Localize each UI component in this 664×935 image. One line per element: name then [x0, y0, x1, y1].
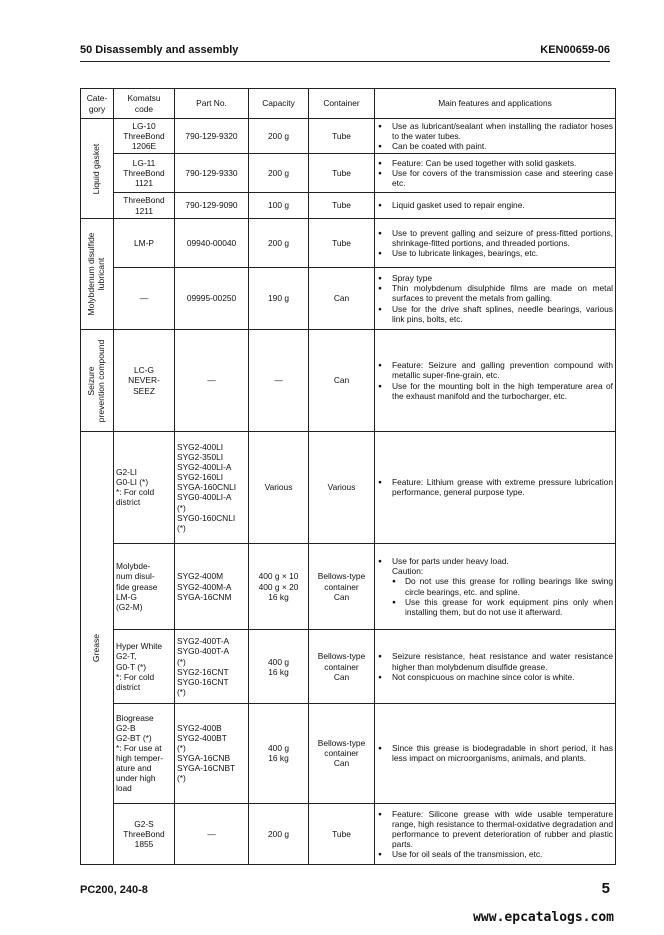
- cell-line: num disul-: [116, 571, 155, 582]
- table-row: [81, 330, 616, 432]
- table-row: [81, 219, 616, 268]
- komatsu-code: [114, 330, 175, 432]
- cell-line: Container: [323, 98, 360, 109]
- cell-line: SYG2-16CNT: [177, 666, 229, 677]
- cell-line: —: [207, 828, 216, 839]
- feature-item: ● Feature: Lithium grease with extreme pressure lubrication performance, general purpose type.: [377, 477, 613, 497]
- cell-line: load: [116, 783, 132, 794]
- part-number: [175, 119, 249, 154]
- category-cell: [81, 119, 114, 219]
- part-number: [175, 703, 249, 803]
- part-number: [175, 219, 249, 268]
- container: [309, 543, 375, 630]
- cell-line: SYGA-16CNM: [177, 591, 232, 602]
- cell-line: 400 g × 10: [258, 571, 299, 582]
- table-row: [81, 153, 616, 192]
- cell-line: ThreeBond: [123, 167, 165, 178]
- table-row: [81, 630, 616, 704]
- cell-line: LG-11: [132, 157, 156, 168]
- capacity: [249, 119, 309, 154]
- cell-line: gory: [88, 103, 106, 114]
- cell-line: district: [116, 497, 141, 508]
- feature-item: ● Not conspicuous on machine since color is white.: [377, 672, 613, 682]
- cell-line: 200 g: [268, 130, 289, 141]
- cell-line: G2-BT (*): [116, 733, 152, 744]
- column-header-container: [309, 89, 375, 119]
- komatsu-code: [114, 432, 175, 544]
- table-row: [81, 803, 616, 864]
- cell-line: *: For cold: [116, 671, 155, 682]
- cell-line: SYGA-160CNLI: [177, 482, 237, 493]
- part-number: [175, 803, 249, 864]
- cell-line: —: [139, 293, 149, 304]
- column-header-features: [375, 89, 616, 119]
- caution-item: ● Do not use this grease for rolling bearings like swing circle bearings, etc. and spline.: [377, 576, 613, 596]
- cell-line: container: [324, 748, 359, 759]
- cell-line: 190 g: [268, 293, 289, 304]
- container: [309, 330, 375, 432]
- caution-item: ● Use this grease for work equipment pins only when installing them, but do not use it afterward.: [377, 597, 613, 617]
- feature-item: ● Since this grease is biodegradable in short period, it has less impact on microorganisms, animals, and plants.: [377, 743, 613, 763]
- container: [309, 119, 375, 154]
- part-number: [175, 330, 249, 432]
- capacity: [249, 703, 309, 803]
- footer-model: PC200, 240-8: [80, 884, 148, 896]
- part-number: [175, 543, 249, 630]
- capacity: [249, 803, 309, 864]
- cell-line: (*): [177, 743, 186, 754]
- cell-line: SYG2-350LI: [177, 452, 224, 463]
- column-header-part-no: [175, 89, 249, 119]
- capacity: [249, 432, 309, 544]
- komatsu-code: [114, 268, 175, 330]
- cell-line: SYG2-400T-A: [177, 636, 230, 647]
- features: [375, 219, 616, 268]
- cell-line: 400 g × 20: [258, 581, 299, 592]
- cell-line: LM-P: [133, 237, 154, 248]
- feature-item: ● Use for oil seals of the transmission, etc.: [377, 849, 613, 859]
- cell-line: SYG2-160LI: [177, 472, 224, 483]
- cell-line: high temper-: [116, 753, 164, 764]
- cell-line: 1211: [134, 205, 153, 216]
- cell-line: G2-B: [116, 722, 136, 733]
- cell-line: G0-LI (*): [116, 477, 149, 488]
- feature-item: ● Use to prevent galling and seizure of press-fitted portions, shrinkage-fitted portions, and threaded portions.: [377, 228, 613, 248]
- category-cell: [81, 219, 114, 330]
- cell-line: container: [324, 581, 359, 592]
- cell-line: 16 kg: [268, 753, 289, 764]
- header-doc-code: KEN00659-06: [540, 44, 610, 56]
- header-section-title: 50 Disassembly and assembly: [80, 44, 239, 56]
- column-header-category: [81, 89, 114, 119]
- komatsu-code: [114, 219, 175, 268]
- container: [309, 803, 375, 864]
- cell-line: (*): [177, 522, 186, 533]
- cell-line: (G2-M): [116, 601, 143, 612]
- cell-line: SEEZ: [133, 385, 155, 396]
- features: [375, 432, 616, 544]
- capacity: [249, 193, 309, 219]
- cell-line: 790-129-9330: [185, 167, 238, 178]
- capacity: [249, 268, 309, 330]
- container: [309, 219, 375, 268]
- table-row: [81, 432, 616, 544]
- cell-line: Bellows-type: [317, 738, 366, 749]
- feature-item: ● Can be coated with paint.: [377, 141, 613, 151]
- cell-line: 790-129-9090: [185, 200, 238, 211]
- cell-line: (*): [177, 502, 186, 513]
- feature-item: ● Liquid gasket used to repair engine.: [377, 200, 613, 210]
- feature-item: ● Use as lubricant/sealant when installing the radiator hoses to the water tubes.: [377, 121, 613, 141]
- cell-line: Capacity: [262, 98, 295, 109]
- cell-line: code: [134, 103, 154, 114]
- features: [375, 268, 616, 330]
- part-number: [175, 193, 249, 219]
- feature-item: ● Use for the mounting bolt in the high temperature area of the exhaust manifold and the turbocharger, etc.: [377, 381, 613, 401]
- cell-line: ThreeBond: [123, 195, 165, 206]
- cell-line: Bellows-type: [317, 571, 366, 582]
- cell-line: 200 g: [268, 167, 289, 178]
- cell-line: 100 g: [268, 200, 289, 211]
- cell-line: Komatsu: [127, 93, 161, 104]
- cell-line: Grease: [91, 633, 102, 663]
- cell-line: Bellows-type: [317, 651, 366, 662]
- category-label: [87, 339, 107, 422]
- cell-line: Main features and applications: [438, 98, 552, 109]
- header-rule: [80, 61, 610, 62]
- features: [375, 119, 616, 154]
- cell-line: *: For cold: [116, 487, 155, 498]
- cell-line: 200 g: [268, 828, 289, 839]
- features: [375, 193, 616, 219]
- features: [375, 630, 616, 704]
- column-header-capacity: [249, 89, 309, 119]
- cell-line: SYGA-16CNBT: [177, 763, 236, 774]
- cell-line: G2-LI: [116, 467, 137, 478]
- caution-label: Caution:: [392, 566, 424, 577]
- komatsu-code: [114, 630, 175, 704]
- komatsu-code: [114, 543, 175, 630]
- feature-item: ● Use to lubricate linkages, bearings, etc.: [377, 248, 613, 258]
- cell-line: Can: [333, 293, 350, 304]
- container: [309, 153, 375, 192]
- cell-line: Can: [333, 758, 350, 769]
- table-row: [81, 703, 616, 803]
- cell-line: SYG2-400LI-A: [177, 462, 232, 473]
- cell-line: LM-G: [116, 591, 137, 602]
- cell-line: 200 g: [268, 237, 289, 248]
- cell-line: 09995-00250: [186, 293, 237, 304]
- category-cell: [81, 432, 114, 865]
- cell-line: SYG0-16CNT: [177, 676, 229, 687]
- cell-line: Various: [327, 482, 356, 493]
- cell-line: LC-G: [133, 365, 154, 376]
- komatsu-code: [114, 193, 175, 219]
- features: [375, 543, 616, 630]
- komatsu-code: [114, 119, 175, 154]
- cell-line: Tube: [332, 130, 351, 141]
- capacity: [249, 330, 309, 432]
- table-row: [81, 543, 616, 630]
- cell-line: Molybde-: [116, 561, 151, 572]
- feature-item: ● Use for parts under heavy load.: [377, 556, 613, 566]
- cell-line: Hyper White: [116, 641, 163, 652]
- cell-line: (*): [177, 686, 186, 697]
- cell-line: Liquid gasket: [91, 143, 102, 194]
- category-cell: [81, 330, 114, 432]
- cell-line: Can: [333, 591, 350, 602]
- container: [309, 630, 375, 704]
- category-label: [87, 232, 107, 315]
- capacity: [249, 630, 309, 704]
- cell-line: SYG0-400LI-A: [177, 492, 232, 503]
- cell-line: 1206E: [131, 140, 157, 151]
- container: [309, 268, 375, 330]
- feature-item: ● Feature: Can be used together with solid gaskets.: [377, 158, 613, 168]
- capacity: [249, 153, 309, 192]
- cell-line: G2-T,: [116, 651, 137, 662]
- feature-item: ● Spray type: [377, 273, 613, 283]
- watermark-url: www.epcatalogs.com: [473, 910, 614, 925]
- cell-line: under high: [116, 773, 156, 784]
- cell-line: container: [324, 661, 359, 672]
- cell-line: Can: [333, 375, 350, 386]
- cell-line: *: For use at: [116, 743, 162, 754]
- komatsu-code: [114, 703, 175, 803]
- container: [309, 193, 375, 219]
- cell-line: prevention compound: [96, 339, 106, 422]
- column-header-code: [114, 89, 175, 119]
- features: [375, 703, 616, 803]
- cell-line: (*): [177, 773, 186, 784]
- cell-line: Tube: [332, 828, 351, 839]
- cell-line: G2-S: [134, 818, 154, 829]
- feature-item: ● Seizure resistance, heat resistance and water resistance higher than molybdenum disulfide grease.: [377, 651, 613, 671]
- category-label: [92, 143, 102, 194]
- cell-line: 400 g: [268, 656, 289, 667]
- cell-line: Cate-: [86, 93, 108, 104]
- cell-line: 400 g: [268, 743, 289, 754]
- feature-item: ● Feature: Silicone grease with wide usable temperature range, high resistance to thermal-oxidative degradation and performance to prevent deterioration of rubber and plastic parts.: [377, 809, 613, 849]
- feature-item: ● Use for covers of the transmission case and steering case etc.: [377, 168, 613, 188]
- cell-line: SYG2-400M: [177, 571, 224, 582]
- cell-line: SYGA-16CNB: [177, 753, 231, 764]
- cell-line: 790-129-9320: [185, 130, 238, 141]
- cell-line: ThreeBond: [123, 130, 165, 141]
- container: [309, 432, 375, 544]
- cell-line: SYG2-400M-A: [177, 581, 232, 592]
- part-number: [175, 432, 249, 544]
- cell-line: Seizure: [86, 365, 97, 396]
- feature-item: ● Thin molybdenum disulphide films are made on metal surfaces to prevent the metals from galling.: [377, 283, 613, 303]
- cell-line: Tube: [332, 167, 351, 178]
- komatsu-code: [114, 153, 175, 192]
- cell-line: ThreeBond: [123, 828, 165, 839]
- features: [375, 330, 616, 432]
- cell-line: lubricant: [96, 257, 106, 291]
- cell-line: 16 kg: [268, 666, 289, 677]
- cell-line: 16 kg: [268, 591, 289, 602]
- cell-line: Biogrease: [116, 712, 154, 723]
- cell-line: Molybdenum disulfide: [86, 232, 97, 316]
- features: [375, 153, 616, 192]
- part-number: [175, 153, 249, 192]
- cell-line: Part No.: [196, 98, 227, 109]
- cell-line: fide grease: [116, 581, 158, 592]
- table-row: [81, 193, 616, 219]
- cell-line: Tube: [332, 237, 351, 248]
- cell-line: Various: [264, 482, 293, 493]
- cell-line: LG-10: [132, 120, 156, 131]
- cell-line: 1855: [134, 838, 154, 849]
- cell-line: NEVER-: [128, 375, 160, 386]
- cell-line: G0-T (*): [116, 661, 147, 672]
- cell-line: district: [116, 681, 141, 692]
- cell-line: Tube: [332, 200, 351, 211]
- cell-line: (*): [177, 656, 186, 667]
- materials-table: [80, 88, 616, 865]
- table-row: [81, 119, 616, 154]
- feature-item: ● Use for the drive shaft splines, needle bearings, various link pins, bolts, etc.: [377, 304, 613, 324]
- capacity: [249, 543, 309, 630]
- cell-line: SYG0-160CNLI: [177, 512, 236, 523]
- features: [375, 803, 616, 864]
- cell-line: SYG2-400LI: [177, 442, 224, 453]
- container: [309, 703, 375, 803]
- cell-line: ature and: [116, 763, 152, 774]
- cell-line: SYG2-400BT: [177, 733, 227, 744]
- category-label: [92, 634, 102, 662]
- part-number: [175, 630, 249, 704]
- cell-line: —: [207, 375, 216, 386]
- cell-line: SYG2-400B: [177, 722, 222, 733]
- page-number: 5: [601, 880, 610, 897]
- komatsu-code: [114, 803, 175, 864]
- cell-line: SYG0-400T-A: [177, 646, 230, 657]
- cell-line: 1121: [134, 177, 153, 188]
- table-header-row: [81, 89, 616, 119]
- table-row: [81, 268, 616, 330]
- cell-line: Can: [333, 671, 350, 682]
- cell-line: —: [274, 375, 283, 386]
- capacity: [249, 219, 309, 268]
- feature-item: ● Feature: Seizure and galling prevention compound with metallic super-fine-grain, etc.: [377, 360, 613, 380]
- part-number: [175, 268, 249, 330]
- cell-line: 09940-00040: [186, 237, 237, 248]
